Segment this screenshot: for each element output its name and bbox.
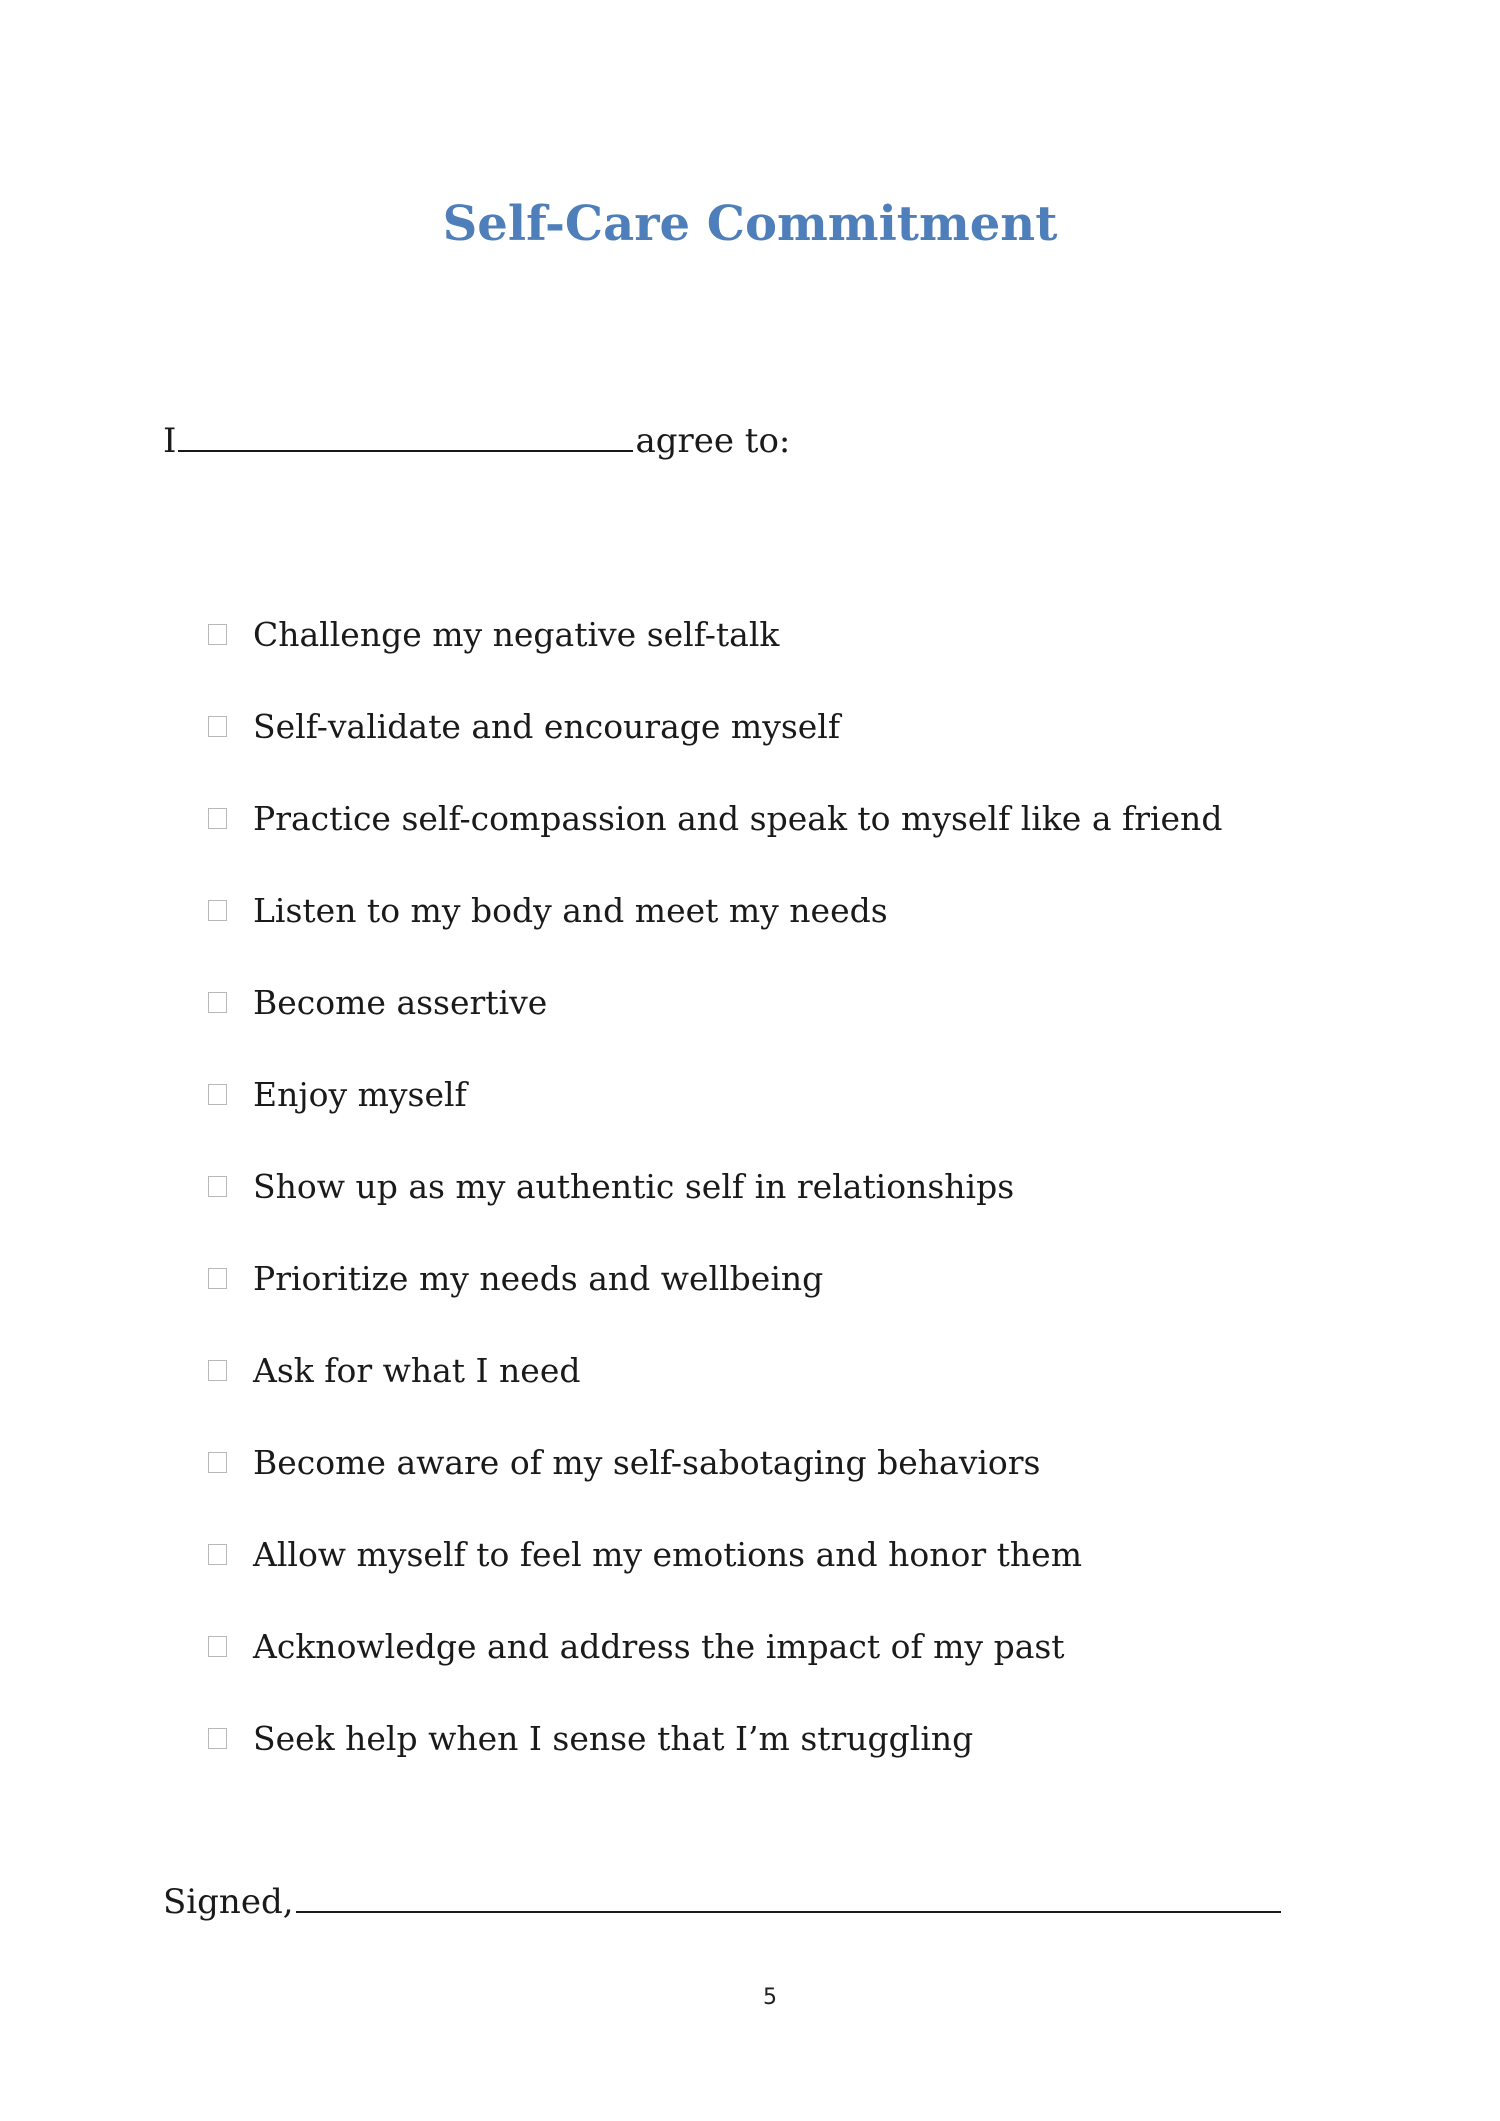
signed-label: Signed, <box>163 1882 294 1922</box>
checkbox[interactable] <box>208 900 227 921</box>
checkbox[interactable] <box>208 1084 227 1105</box>
checkbox[interactable] <box>208 1176 227 1197</box>
checklist-item-label: Seek help when I sense that I’m struggling <box>253 1718 974 1758</box>
checkbox[interactable] <box>208 1268 227 1289</box>
checklist-item-label: Practice self-compassion and speak to myself like a friend <box>253 798 1223 838</box>
page-title: Self-Care Commitment <box>442 196 1058 252</box>
checkbox[interactable] <box>208 1636 227 1657</box>
checklist-item <box>208 864 1222 956</box>
checklist-item-label: Challenge my negative self-talk <box>253 614 780 654</box>
checklist-item <box>208 956 1222 1048</box>
checklist-item <box>208 1324 1222 1416</box>
checkbox[interactable] <box>208 992 227 1013</box>
checklist-item-label: Allow myself to feel my emotions and honor them <box>253 1534 1082 1574</box>
checkbox[interactable] <box>208 716 227 737</box>
checklist-item-label: Listen to my body and meet my needs <box>253 890 888 930</box>
checklist-item <box>208 1140 1222 1232</box>
checklist-item <box>208 1600 1222 1692</box>
checklist-item <box>208 1508 1222 1600</box>
checklist-item-label: Ask for what I need <box>253 1350 581 1390</box>
signature-line <box>163 1877 1281 1925</box>
name-blank-line[interactable] <box>178 416 633 452</box>
checklist-item <box>208 1048 1222 1140</box>
agree-statement <box>163 416 790 464</box>
checkbox[interactable] <box>208 1544 227 1565</box>
signature-blank-line[interactable] <box>296 1877 1281 1913</box>
checkbox[interactable] <box>208 1728 227 1749</box>
commitment-checklist <box>208 588 1222 1784</box>
checklist-item-label: Enjoy myself <box>253 1074 467 1114</box>
checklist-item <box>208 1232 1222 1324</box>
agree-suffix: agree to: <box>635 421 791 461</box>
checklist-item-label: Prioritize my needs and wellbeing <box>253 1258 824 1298</box>
checklist-item-label: Show up as my authentic self in relationships <box>253 1166 1015 1206</box>
checkbox[interactable] <box>208 1360 227 1381</box>
checklist-item <box>208 772 1222 864</box>
checklist-item <box>208 680 1222 772</box>
checklist-item-label: Become assertive <box>253 982 548 1022</box>
checklist-item-label: Become aware of my self-sabotaging behaviors <box>253 1442 1041 1482</box>
checklist-item-label: Acknowledge and address the impact of my past <box>253 1626 1065 1666</box>
checklist-item <box>208 1692 1222 1784</box>
checkbox[interactable] <box>208 1452 227 1473</box>
checkbox[interactable] <box>208 624 227 645</box>
checkbox[interactable] <box>208 808 227 829</box>
checklist-item <box>208 588 1222 680</box>
checklist-item <box>208 1416 1222 1508</box>
page-number: 5 <box>763 1985 777 2010</box>
agree-prefix: I <box>163 421 177 461</box>
checklist-item-label: Self-validate and encourage myself <box>253 706 841 746</box>
